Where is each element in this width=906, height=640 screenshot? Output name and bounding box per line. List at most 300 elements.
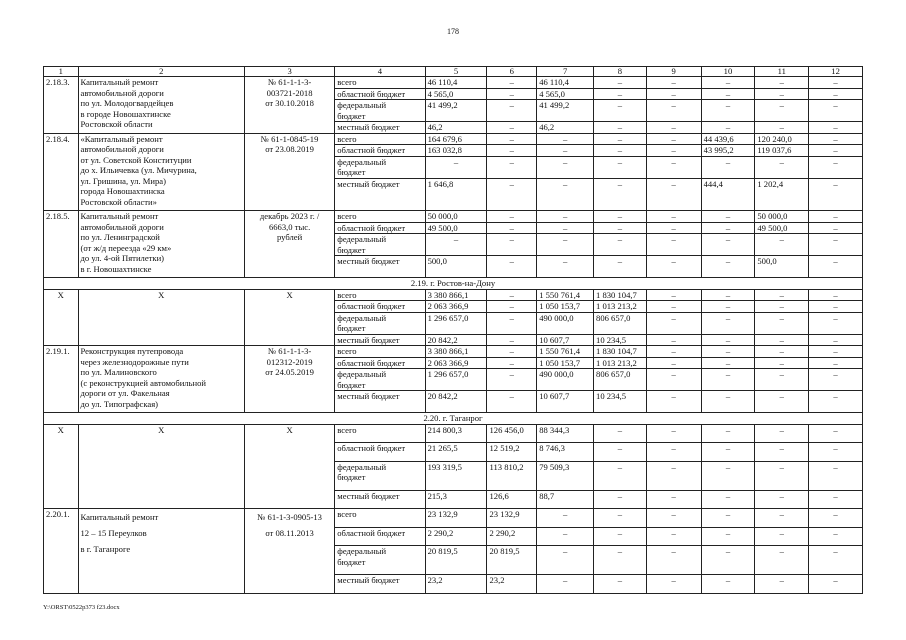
table-row	[44, 211, 863, 223]
value-cell: –	[594, 88, 647, 100]
value-cell: 1 646,8	[425, 178, 487, 211]
value-cell: –	[701, 100, 755, 122]
value-cell: 10 234,5	[594, 391, 647, 413]
value-cell: –	[755, 122, 809, 134]
value-cell: 1 296 657,0	[425, 369, 487, 391]
funding-source	[335, 211, 425, 223]
value-cell: 1 050 153,7	[537, 357, 594, 369]
object-name-line: через железнодорожные пути	[80, 356, 189, 367]
document-ref	[244, 346, 334, 413]
value-cell: –	[487, 77, 537, 89]
value-cell: –	[487, 100, 537, 122]
header-col-1: 1	[44, 67, 79, 77]
value-cell: –	[755, 369, 809, 391]
value-cell: –	[701, 88, 755, 100]
document-ref-line: № 61-1-3-0905-13	[257, 512, 322, 522]
header-col-3: 3	[244, 67, 334, 77]
funding-source-line: федеральный	[337, 100, 387, 110]
section-row	[44, 413, 863, 425]
table-body	[44, 67, 863, 594]
funding-source-line: всего	[337, 211, 357, 221]
value-cell: –	[594, 575, 647, 594]
value-cell: –	[646, 145, 701, 157]
value-cell: –	[701, 156, 755, 178]
funding-source-line: федеральный	[337, 156, 387, 167]
value-cell: –	[809, 346, 863, 358]
table-row	[44, 77, 863, 89]
value-cell: 20 819,5	[425, 546, 487, 575]
value-cell: –	[701, 77, 755, 89]
value-cell: –	[594, 222, 647, 234]
header-col-10: 10	[701, 67, 755, 77]
value-cell: –	[809, 156, 863, 178]
value-cell: –	[594, 122, 647, 134]
funding-source-line: местный бюджет	[337, 490, 400, 501]
value-cell: –	[701, 509, 755, 528]
value-cell: –	[701, 222, 755, 234]
funding-source	[335, 443, 425, 462]
value-cell: –	[809, 301, 863, 313]
funding-source-line: федеральный	[337, 369, 387, 379]
object-name-line: по ул. Малиновского	[80, 367, 157, 377]
value-cell: –	[487, 391, 537, 413]
funding-source-line: бюджет	[337, 472, 366, 482]
value-cell: –	[646, 546, 701, 575]
value-cell: –	[809, 289, 863, 301]
value-cell: 46 110,4	[425, 77, 487, 89]
value-cell: –	[809, 391, 863, 413]
object-name-line: Реконструкция путепровода	[80, 346, 184, 356]
value-cell: –	[755, 346, 809, 358]
value-cell: –	[809, 222, 863, 234]
value-cell: –	[701, 490, 755, 509]
funding-source-line: федеральный	[337, 234, 387, 244]
object-name-line: автомобильной дороги	[80, 221, 164, 232]
item-number: 2.18.3.	[44, 77, 79, 134]
value-cell: –	[537, 133, 594, 145]
value-cell: 41 499,2	[537, 100, 594, 122]
value-cell: 215,3	[425, 490, 487, 509]
header-col-4: 4	[335, 67, 425, 77]
value-cell: –	[646, 156, 701, 178]
value-cell: 2 063 366,9	[425, 301, 487, 313]
document-ref-line: от 23.08.2019	[265, 144, 314, 154]
value-cell: –	[594, 509, 647, 528]
value-cell: 21 265,5	[425, 443, 487, 462]
funding-source-line: федеральный	[337, 312, 387, 323]
value-cell: 41 499,2	[425, 100, 487, 122]
funding-source-line: местный бюджет	[337, 575, 400, 585]
value-cell: –	[646, 357, 701, 369]
value-cell: –	[537, 145, 594, 157]
value-cell: –	[646, 133, 701, 145]
document-ref-line: X	[286, 424, 293, 435]
funding-source-line: федеральный	[337, 546, 387, 556]
value-cell: –	[809, 546, 863, 575]
footer-path: Y:\ORST\0522p373 f23.docx	[43, 604, 120, 611]
value-cell: –	[487, 369, 537, 391]
value-cell: –	[594, 178, 647, 211]
value-cell: 20 842,2	[425, 334, 487, 346]
value-cell: –	[701, 301, 755, 313]
value-cell: –	[537, 222, 594, 234]
funding-source	[335, 289, 425, 301]
value-cell: –	[487, 234, 537, 256]
object-name	[78, 211, 244, 278]
value-cell: –	[809, 424, 863, 443]
value-cell: 4 565,0	[425, 88, 487, 100]
object-name	[78, 424, 244, 509]
value-cell: 10 607,7	[537, 334, 594, 346]
document-ref	[244, 77, 334, 134]
value-cell: –	[646, 461, 701, 490]
value-cell: –	[755, 391, 809, 413]
value-cell: –	[487, 133, 537, 145]
section-row	[44, 278, 863, 290]
value-cell: –	[755, 289, 809, 301]
funding-source-line: федеральный	[337, 461, 387, 472]
funding-source-line: всего	[337, 346, 357, 356]
value-cell: –	[809, 133, 863, 145]
funding-source-line: всего	[337, 509, 357, 519]
value-cell: 193 319,5	[425, 461, 487, 490]
value-cell: –	[487, 256, 537, 278]
object-name-line: автомобильной дороги	[80, 87, 164, 98]
object-name	[78, 509, 244, 594]
value-cell: 126 456,0	[487, 424, 537, 443]
object-name-line: до ул. 4-ой Пятилетки)	[80, 253, 165, 263]
value-cell: 46,2	[425, 122, 487, 134]
value-cell: –	[809, 509, 863, 528]
value-cell: –	[809, 234, 863, 256]
funding-source-line: бюджет	[337, 244, 366, 255]
value-cell: 1 202,4	[755, 178, 809, 211]
value-cell: 79 509,3	[537, 461, 594, 490]
value-cell: –	[755, 424, 809, 443]
value-cell: –	[646, 334, 701, 346]
funding-source	[335, 369, 425, 391]
funding-source	[335, 357, 425, 369]
funding-source-line: бюджет	[337, 556, 366, 567]
object-name-line: Капитальный ремонт	[80, 512, 159, 522]
value-cell: 806 657,0	[594, 312, 647, 334]
value-cell: 88 344,3	[537, 424, 594, 443]
value-cell: 126,6	[487, 490, 537, 509]
object-name	[78, 77, 244, 134]
value-cell: –	[425, 156, 487, 178]
object-name-line: ул. Гришина, ул. Мира)	[80, 175, 166, 186]
value-cell: –	[594, 156, 647, 178]
object-name-line: дороги от ул. Факельная	[80, 388, 170, 398]
object-name-line: Ростовской области	[80, 119, 153, 129]
funding-source-line: областной бюджет	[337, 145, 406, 155]
value-cell: –	[487, 334, 537, 346]
value-cell: –	[594, 424, 647, 443]
table-row	[44, 346, 863, 358]
value-cell: –	[487, 346, 537, 358]
document-ref	[244, 509, 334, 594]
funding-source-line: бюджет	[337, 167, 366, 177]
value-cell: 44 439,6	[701, 133, 755, 145]
table-row	[44, 289, 863, 301]
value-cell: 23,2	[487, 575, 537, 594]
object-name-line: до ул. Типографская)	[80, 398, 159, 409]
value-cell: 46,2	[537, 122, 594, 134]
value-cell: –	[487, 222, 537, 234]
value-cell: –	[809, 334, 863, 346]
value-cell: –	[537, 256, 594, 278]
value-cell: 20 842,2	[425, 391, 487, 413]
page-number: 178	[447, 27, 459, 36]
value-cell: –	[487, 312, 537, 334]
value-cell: –	[537, 527, 594, 546]
value-cell: 50 000,0	[425, 211, 487, 223]
funding-source	[335, 133, 425, 145]
value-cell: 3 380 866,1	[425, 346, 487, 358]
value-cell: –	[755, 461, 809, 490]
value-cell: –	[594, 490, 647, 509]
value-cell: 806 657,0	[594, 369, 647, 391]
value-cell: –	[809, 527, 863, 546]
object-name-line: X	[158, 289, 165, 300]
funding-source	[335, 334, 425, 346]
section-title: 2.19. г. Ростов-на-Дону	[44, 278, 863, 290]
funding-source	[335, 461, 425, 490]
value-cell: –	[755, 100, 809, 122]
object-name-line: (с реконструкцией автомобильной	[80, 377, 207, 388]
value-cell: –	[646, 122, 701, 134]
value-cell: –	[701, 527, 755, 546]
value-cell: –	[809, 357, 863, 369]
value-cell: –	[646, 443, 701, 462]
object-name-line: Капитальный ремонт	[80, 211, 159, 221]
value-cell: –	[487, 357, 537, 369]
funding-source-line: всего	[337, 289, 357, 300]
funding-source-line: местный бюджет	[337, 256, 400, 266]
funding-source-line: всего	[337, 77, 357, 87]
value-cell: 1 550 761,4	[537, 346, 594, 358]
value-cell: –	[646, 575, 701, 594]
funding-source	[335, 145, 425, 157]
value-cell: –	[646, 509, 701, 528]
value-cell: –	[755, 156, 809, 178]
header-col-6: 6	[487, 67, 537, 77]
value-cell: –	[809, 490, 863, 509]
document-ref-line: от 30.10.2018	[265, 98, 314, 108]
header-row	[44, 67, 863, 77]
value-cell: 1 296 657,0	[425, 312, 487, 334]
object-name-line: по ул. Ленинградской	[80, 232, 160, 242]
item-number: 2.18.4.	[44, 133, 79, 211]
value-cell: –	[594, 145, 647, 157]
value-cell: –	[809, 461, 863, 490]
value-cell: –	[537, 234, 594, 256]
value-cell: –	[537, 509, 594, 528]
value-cell: 46 110,4	[537, 77, 594, 89]
value-cell: 12 519,2	[487, 443, 537, 462]
value-cell: –	[809, 575, 863, 594]
funding-source	[335, 509, 425, 528]
funding-source	[335, 312, 425, 334]
value-cell: –	[646, 346, 701, 358]
document-ref	[244, 424, 334, 509]
value-cell: 49 500,0	[425, 222, 487, 234]
header-col-8: 8	[594, 67, 647, 77]
value-cell: –	[594, 100, 647, 122]
document-ref-line: № 61-1-1-3-	[267, 77, 312, 87]
value-cell: 1 013 213,2	[594, 301, 647, 313]
header-col-9: 9	[646, 67, 701, 77]
object-name-line: Ростовской области»	[80, 196, 157, 207]
funding-source-line: бюджет	[337, 379, 366, 390]
value-cell: –	[594, 133, 647, 145]
funding-source-line: областной бюджет	[337, 527, 406, 538]
table-row	[44, 509, 863, 528]
document-ref	[244, 133, 334, 211]
value-cell: –	[809, 88, 863, 100]
funding-source-line: бюджет	[337, 323, 366, 333]
value-cell: –	[701, 312, 755, 334]
value-cell: 120 240,0	[755, 133, 809, 145]
document-ref-line: от 08.11.2013	[265, 528, 314, 538]
object-name-line: X	[158, 424, 165, 435]
value-cell: –	[594, 461, 647, 490]
value-cell: –	[487, 211, 537, 223]
value-cell: –	[809, 211, 863, 223]
item-number: X	[44, 424, 79, 509]
value-cell: –	[755, 334, 809, 346]
funding-source-line: всего	[337, 424, 357, 435]
object-name-line: в г. Таганроге	[80, 544, 131, 554]
value-cell: –	[809, 122, 863, 134]
value-cell: –	[646, 234, 701, 256]
value-cell: –	[594, 527, 647, 546]
value-cell: –	[646, 391, 701, 413]
item-number: X	[44, 289, 79, 346]
object-name-line: до х. Ильичевка (ул. Мичурина,	[80, 165, 197, 175]
object-name-line: города Новошахтинска	[80, 186, 165, 196]
value-cell: –	[701, 546, 755, 575]
header-col-5: 5	[425, 67, 487, 77]
object-name-line: 12 – 15 Переулков	[80, 528, 147, 538]
budget-table	[43, 66, 863, 594]
value-cell: 23,2	[425, 575, 487, 594]
value-cell: –	[646, 256, 701, 278]
value-cell: 119 037,6	[755, 145, 809, 157]
value-cell: –	[646, 490, 701, 509]
value-cell: –	[594, 77, 647, 89]
funding-source	[335, 77, 425, 89]
value-cell: 10 234,5	[594, 334, 647, 346]
funding-source	[335, 346, 425, 358]
value-cell: –	[701, 289, 755, 301]
funding-source	[335, 122, 425, 134]
value-cell: –	[487, 178, 537, 211]
funding-source-line: областной бюджет	[337, 301, 406, 311]
item-number: 2.19.1.	[44, 346, 79, 413]
document-ref-line: 6663,0 тыс.	[268, 221, 311, 232]
value-cell: –	[487, 88, 537, 100]
value-cell: 500,0	[755, 256, 809, 278]
object-name	[78, 133, 244, 211]
value-cell: 164 679,6	[425, 133, 487, 145]
document-ref-line: декабрь 2023 г. /	[259, 211, 320, 221]
value-cell: –	[646, 178, 701, 211]
header-col-11: 11	[755, 67, 809, 77]
value-cell: –	[646, 222, 701, 234]
value-cell: –	[487, 145, 537, 157]
header-col-7: 7	[537, 67, 594, 77]
item-number: 2.20.1.	[44, 509, 79, 594]
section-title: 2.20. г. Таганрог	[44, 413, 863, 425]
funding-source-line: местный бюджет	[337, 178, 400, 189]
value-cell: –	[755, 527, 809, 546]
value-cell: 8 746,3	[537, 443, 594, 462]
value-cell: –	[701, 391, 755, 413]
document-ref-line: X	[286, 289, 293, 300]
value-cell: –	[809, 178, 863, 211]
value-cell: 10 607,7	[537, 391, 594, 413]
object-name	[78, 289, 244, 346]
value-cell: 20 819,5	[487, 546, 537, 575]
value-cell: –	[755, 301, 809, 313]
value-cell: –	[701, 575, 755, 594]
value-cell: 490 000,0	[537, 312, 594, 334]
object-name-line: (от ж/д переезда «29 км»	[80, 242, 172, 253]
table-row	[44, 424, 863, 443]
value-cell: –	[646, 211, 701, 223]
value-cell: –	[809, 443, 863, 462]
value-cell: –	[809, 77, 863, 89]
funding-source	[335, 234, 425, 256]
value-cell: 214 800,3	[425, 424, 487, 443]
document-ref-line: рублей	[276, 232, 303, 242]
value-cell: 2 290,2	[425, 527, 487, 546]
funding-source-line: областной бюджет	[337, 443, 406, 453]
object-name-line: по ул. Молодогвардейцев	[80, 98, 174, 108]
header-col-12: 12	[809, 67, 863, 77]
funding-source-line: местный бюджет	[337, 334, 400, 345]
document-ref	[244, 211, 334, 278]
value-cell: 4 565,0	[537, 88, 594, 100]
value-cell: –	[646, 527, 701, 546]
funding-source-line: всего	[337, 133, 357, 144]
value-cell: 23 132,9	[425, 509, 487, 528]
funding-source	[335, 222, 425, 234]
document-ref-line: № 61-1-1-3-	[267, 346, 312, 356]
funding-source	[335, 575, 425, 594]
value-cell: –	[809, 100, 863, 122]
funding-source	[335, 100, 425, 122]
object-name-line: «Капитальный ремонт	[80, 133, 163, 144]
value-cell: –	[594, 546, 647, 575]
object-name-line: в городе Новошахтинске	[80, 108, 171, 119]
value-cell: –	[701, 334, 755, 346]
value-cell: 2 290,2	[487, 527, 537, 546]
value-cell: –	[701, 211, 755, 223]
funding-source	[335, 256, 425, 278]
value-cell: –	[755, 312, 809, 334]
funding-source-line: областной бюджет	[337, 357, 406, 368]
value-cell: –	[537, 178, 594, 211]
value-cell: 50 000,0	[755, 211, 809, 223]
object-name-line: в г. Новошахтинске	[80, 263, 152, 274]
value-cell: –	[809, 369, 863, 391]
funding-source	[335, 156, 425, 178]
value-cell: –	[487, 289, 537, 301]
value-cell: 49 500,0	[755, 222, 809, 234]
value-cell: –	[755, 490, 809, 509]
